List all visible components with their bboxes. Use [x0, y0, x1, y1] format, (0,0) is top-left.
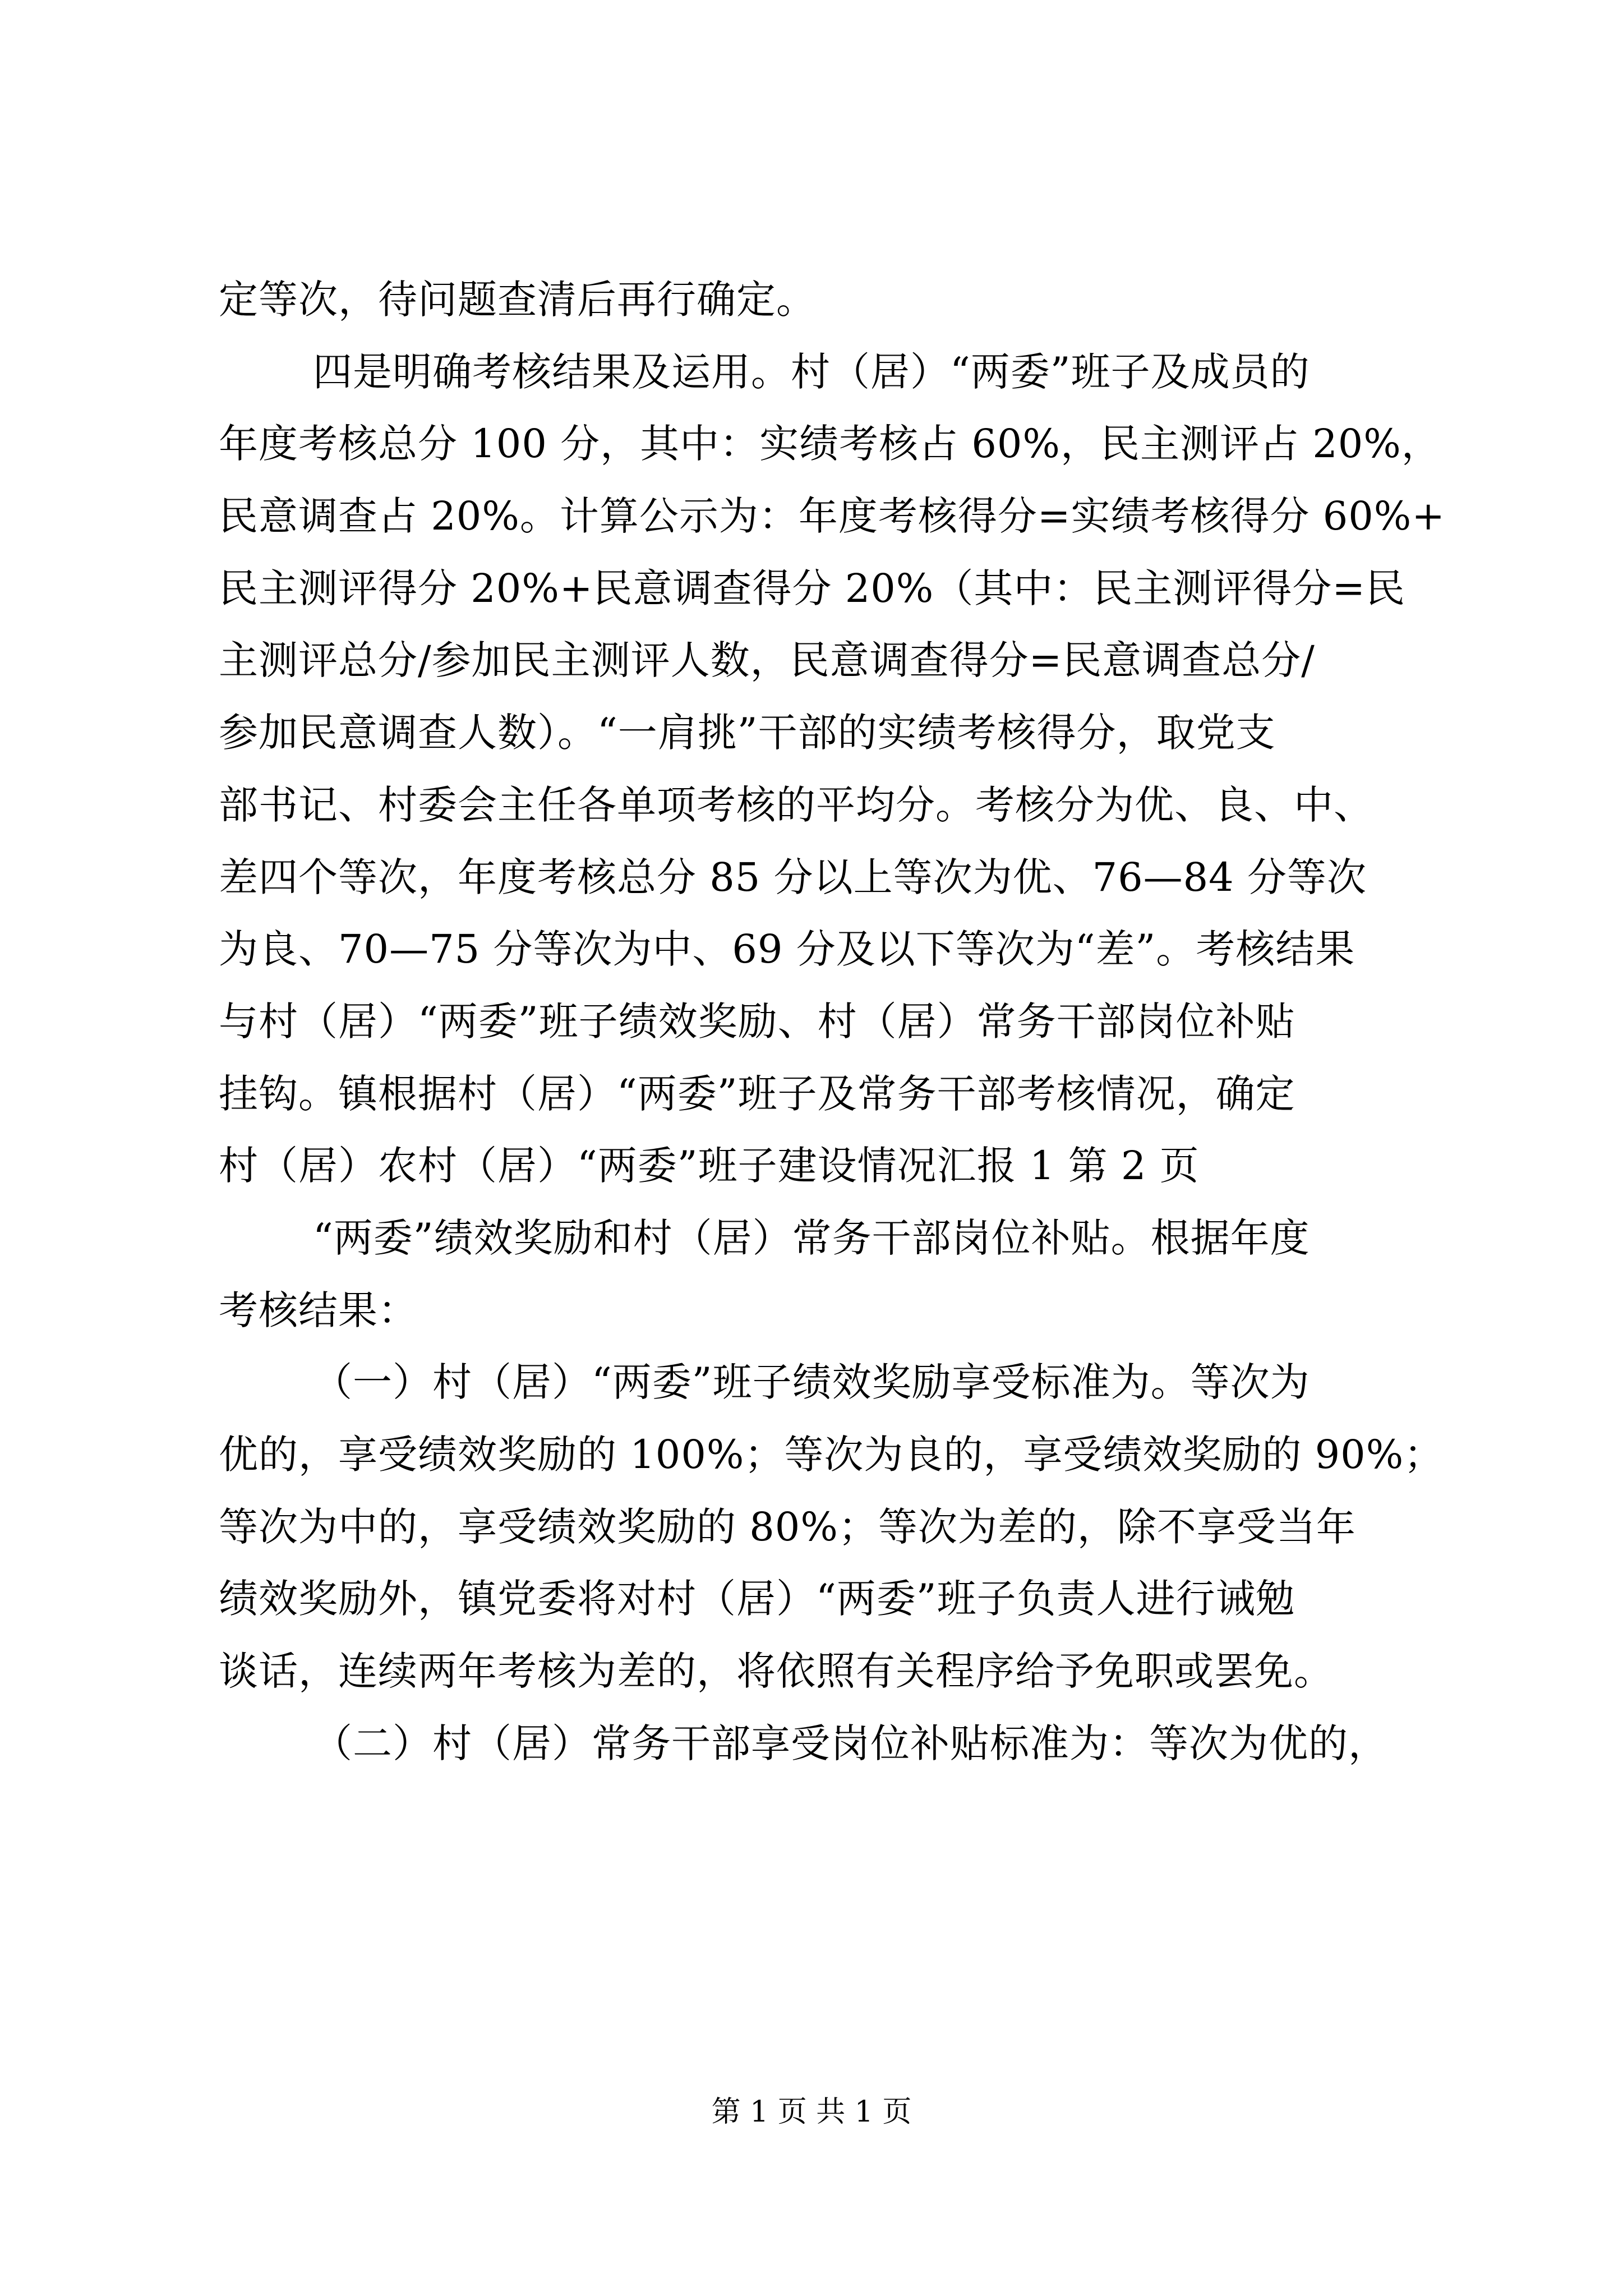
text-line: 与村（居）“两委”班子绩效奖励、村（居）常务干部岗位补贴: [219, 998, 1295, 1045]
text-line: 定等次，待问题查清后再行确定。: [219, 277, 816, 323]
text-line: 考核结果：: [219, 1287, 418, 1333]
text-line: （二）村（居）常务干部享受岗位补贴标准为：等次为优的，: [313, 1720, 1388, 1766]
text-line: 参加民意调查人数）。“一肩挑”干部的实绩考核得分，取党支: [219, 710, 1276, 756]
text-line: 民意调查占 20%。计算公示为：年度考核得分=实绩考核得分 60%+: [219, 493, 1445, 540]
text-line: 民主测评得分 20%+民意调查得分 20%（其中：民主测评得分=民: [219, 565, 1405, 611]
document-body: [219, 264, 1445, 1779]
text-line: 优的，享受绩效奖励的 100%；等次为良的，享受绩效奖励的 90%；: [219, 1432, 1444, 1478]
text-line: （一）村（居）“两委”班子绩效奖励享受标准为。等次为: [313, 1359, 1310, 1406]
text-line: 差四个等次，年度考核总分 85 分以上等次为优、76—84 分等次: [219, 854, 1367, 900]
text-line: 为良、70—75 分等次为中、69 分及以下等次为“差”。考核结果: [219, 926, 1355, 973]
text-line: 年度考核总分 100 分，其中：实绩考核占 60%，民主测评占 20%，: [219, 421, 1441, 467]
page-footer: 第 1 页 共 1 页: [711, 2095, 912, 2129]
text-line: 绩效奖励外，镇党委将对村（居）“两委”班子负责人进行诫勉: [219, 1576, 1295, 1622]
text-line: 部书记、村委会主任各单项考核的平均分。考核分为优、良、中、: [219, 781, 1373, 828]
text-line: 谈话，连续两年考核为差的，将依照有关程序给予免职或罢免。: [219, 1648, 1334, 1695]
text-line: 村（居）农村（居）“两委”班子建设情况汇报 1 第 2 页: [219, 1143, 1200, 1189]
text-line: “两委”绩效奖励和村（居）常务干部岗位补贴。根据年度: [313, 1214, 1310, 1261]
text-line: 四是明确考核结果及运用。村（居）“两委”班子及成员的: [313, 348, 1310, 395]
text-line: 等次为中的，享受绩效奖励的 80%；等次为差的，除不享受当年: [219, 1503, 1356, 1550]
text-line: 主测评总分/参加民主测评人数，民意调查得分=民意调查总分/: [219, 637, 1315, 684]
text-line: 挂钩。镇根据村（居）“两委”班子及常务干部考核情况，确定: [219, 1070, 1295, 1117]
